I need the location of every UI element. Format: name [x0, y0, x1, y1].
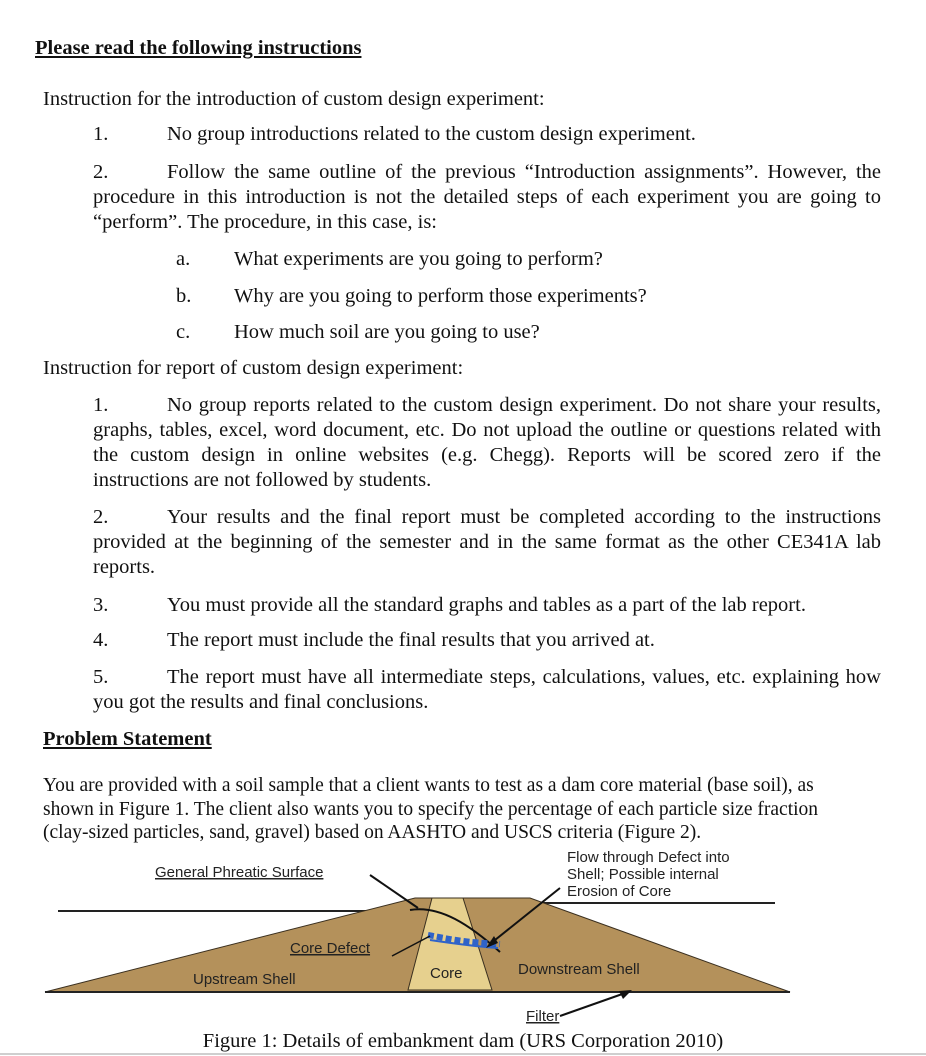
- report-item-text: The report must include the final results that you arrived at.: [167, 629, 655, 651]
- report-item-3: [93, 593, 806, 618]
- report-item-4: [93, 628, 655, 653]
- flow-label-line2: Shell; Possible internal: [567, 866, 719, 883]
- filter-leader: [560, 992, 628, 1016]
- sub-item-letter: c.: [176, 321, 191, 343]
- sub-item-letter: b.: [176, 285, 192, 307]
- report-item-2: [93, 505, 881, 580]
- intro-heading: Instruction for the introduction of custom design experiment:: [43, 88, 545, 110]
- figure-caption: Figure 1: Details of embankment dam (URS Corporation 2010): [202, 1030, 724, 1052]
- intro-item-1: [93, 122, 696, 147]
- sub-item-text: What experiments are you going to perform?: [234, 248, 603, 270]
- report-item-number: 3.: [93, 594, 109, 616]
- intro-item-number: 1.: [93, 123, 109, 145]
- report-item-number: 4.: [93, 629, 109, 651]
- report-item-number: 1.: [93, 394, 109, 416]
- page-bottom-rule: [0, 1053, 926, 1055]
- core-label: Core: [430, 965, 463, 982]
- flow-label-line3: Erosion of Core: [567, 883, 672, 900]
- downstream-shell-label: Downstream Shell: [518, 961, 640, 978]
- report-item-1: [93, 393, 881, 493]
- intro-item-number: 2.: [93, 161, 109, 183]
- intro-item-2: [93, 160, 881, 235]
- sub-item-text: How much soil are you going to use?: [234, 321, 540, 343]
- problem-text: You are provided with a soil sample that a client wants to test as a dam core material (base soil), as shown in Figure 1. The client also wants you to specify the percentage of each particle size fraction (clay-sized particles, sand, gravel) based on AASHTO and USCS criteria (Figure 2).: [43, 775, 819, 843]
- sub-item-letter: a.: [176, 248, 191, 270]
- intro-item-text: Follow the same outline of the previous “Introduction assignments”. However, the procedure in this introduction is not the detailed steps of each experiment you are going to “perform”. The procedure, in this case, is:: [93, 161, 881, 233]
- page-title: Please read the following instructions: [35, 37, 362, 59]
- sub-item-text: Why are you going to perform those experiments?: [234, 285, 647, 307]
- report-item-text: Your results and the final report must be completed according to the instructions provided at the beginning of the semester and in the same format as the other CE341A lab reports.: [93, 506, 881, 578]
- filter-leader-arrow: [619, 990, 632, 999]
- report-item-number: 2.: [93, 506, 109, 528]
- report-item-text: The report must have all intermediate steps, calculations, values, etc. explaining how you got the results and final conclusions.: [93, 666, 881, 713]
- problem-heading: Problem Statement: [43, 728, 212, 750]
- report-item-5: [93, 665, 881, 715]
- report-item-number: 5.: [93, 666, 109, 688]
- phreatic-label: General Phreatic Surface: [155, 864, 324, 881]
- upstream-shell-label: Upstream Shell: [193, 971, 296, 988]
- intro-item-text: No group introductions related to the custom design experiment.: [167, 123, 696, 145]
- report-item-text: You must provide all the standard graphs and tables as a part of the lab report.: [167, 594, 806, 616]
- report-item-text: No group reports related to the custom design experiment. Do not share your results, graphs, tables, excel, word document, etc. Do not upload the outline or questions related with the custom design in online websites (e.g. Chegg). Reports will be scored zero if the instructions are not followed by students.: [93, 394, 881, 491]
- dam-figure: [0, 840, 926, 1026]
- core-defect-label: Core Defect: [290, 940, 371, 957]
- flow-label-line1: Flow through Defect into: [567, 849, 730, 866]
- report-heading: Instruction for report of custom design experiment:: [43, 357, 464, 379]
- filter-label: Filter: [526, 1008, 560, 1025]
